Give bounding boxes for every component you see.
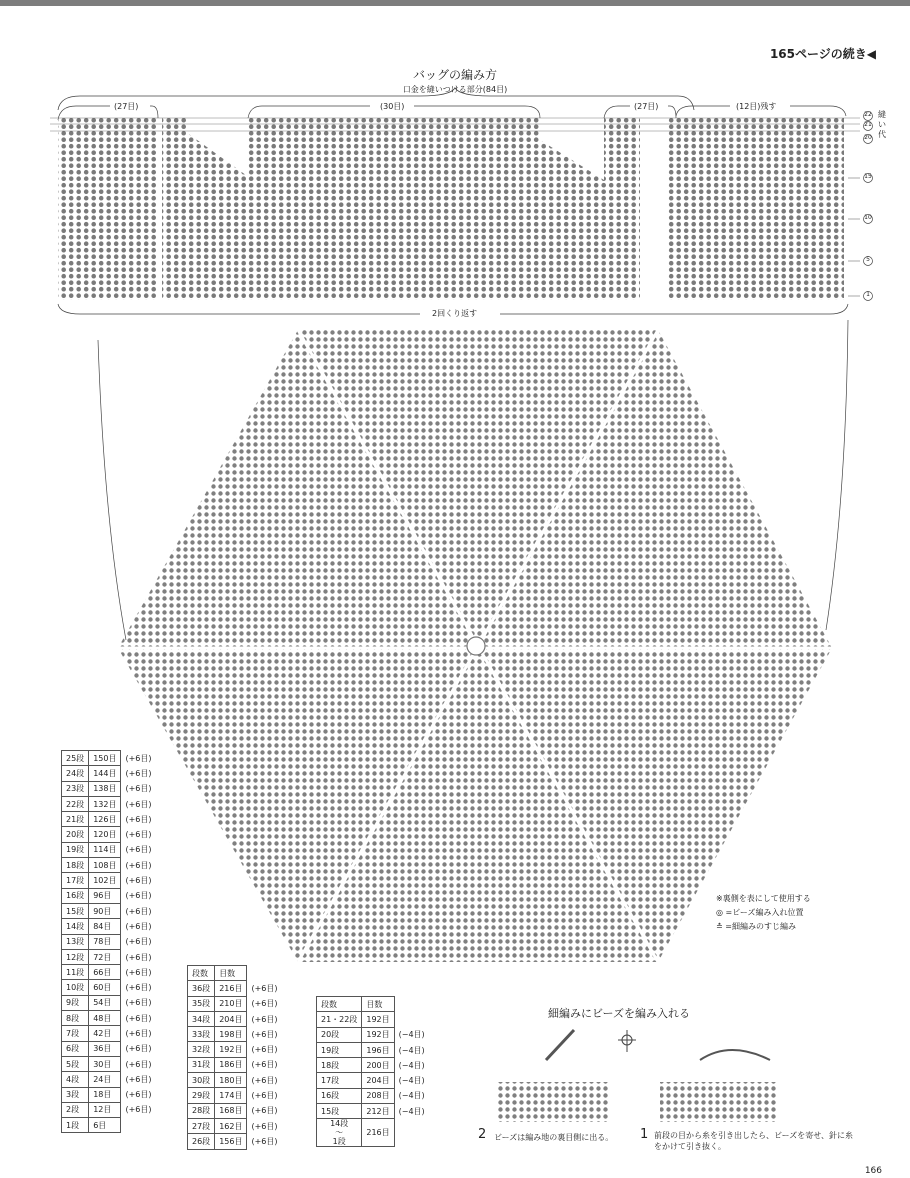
increase: (+6目) — [125, 1044, 152, 1054]
stitch-count: 42目 — [89, 1026, 121, 1041]
repeat-label: 2回くり返す — [432, 309, 478, 318]
dim-27-right: (27目) — [634, 102, 659, 111]
stitch-count: 156目 — [215, 1134, 247, 1149]
row-label: 16段 — [317, 1088, 362, 1103]
row-label: 1段 — [62, 1118, 89, 1133]
table-row — [188, 1103, 283, 1118]
table-row — [62, 995, 157, 1010]
increase: (+6目) — [125, 1074, 152, 1084]
row-22: 22 — [864, 111, 872, 118]
row-label: 6段 — [62, 1041, 89, 1056]
table-row — [188, 1134, 283, 1149]
row-label: 27段 — [188, 1118, 215, 1133]
increase: (+6目) — [125, 860, 152, 870]
continued-note: 165ページの続き◀ — [769, 47, 876, 61]
chart-title: バッグの編み方 — [412, 68, 497, 82]
increase: (+6目) — [251, 1014, 278, 1024]
stitch-count: 204目 — [362, 1073, 394, 1088]
increase: (+6目) — [251, 999, 278, 1009]
table-header — [188, 966, 283, 981]
stitch-count: 192目 — [215, 1042, 247, 1057]
row-label: 20段 — [62, 827, 89, 842]
header-count: 目数 — [215, 966, 247, 981]
increase: (−4目) — [398, 1076, 425, 1086]
stitch-count: 78目 — [89, 934, 121, 949]
row-label: 31段 — [188, 1057, 215, 1072]
table-row — [62, 766, 157, 781]
increase: (+6目) — [125, 1105, 152, 1115]
stitch-count: 36目 — [89, 1041, 121, 1056]
stitch-count: 66目 — [89, 965, 121, 980]
row-label: 19段 — [62, 842, 89, 857]
table-row — [188, 1073, 283, 1088]
row-label: 11段 — [62, 965, 89, 980]
row-label: 15段 — [62, 903, 89, 918]
row-label: 9段 — [62, 995, 89, 1010]
table-row — [62, 919, 157, 934]
table-row — [317, 1058, 430, 1073]
stitch-count: 24目 — [89, 1072, 121, 1087]
increase — [394, 1012, 429, 1027]
row-label: 26段 — [188, 1134, 215, 1149]
stitch-count: 212目 — [362, 1104, 394, 1119]
row-label: 17段 — [317, 1073, 362, 1088]
table-row — [62, 1056, 157, 1071]
row-10: 10 — [864, 214, 872, 221]
table-row — [62, 980, 157, 995]
increase: (+6目) — [125, 906, 152, 916]
row-label: 36段 — [188, 981, 215, 996]
increase: (+6目) — [125, 1090, 152, 1100]
stitch-count: 54目 — [89, 995, 121, 1010]
stitch-count: 120目 — [89, 827, 121, 842]
rows-table-1 — [61, 750, 157, 1133]
row-label: 14段 — [62, 919, 89, 934]
legend-note: ※裏側を表にして使用する — [716, 894, 811, 903]
table-row — [317, 1104, 430, 1119]
row-label: 10段 — [62, 980, 89, 995]
row-label — [317, 1119, 362, 1147]
increase: (−4目) — [398, 1045, 425, 1055]
table-row — [62, 873, 157, 888]
stitch-count: 138目 — [89, 781, 121, 796]
rows-table-2 — [187, 965, 283, 1150]
increase: (+6目) — [125, 891, 152, 901]
table-row — [317, 1119, 430, 1147]
increase: (+6目) — [125, 799, 152, 809]
increase: (−4目) — [398, 1106, 425, 1116]
increase: (+6目) — [125, 998, 152, 1008]
dim-30: (30目) — [380, 102, 405, 111]
row-label-part: 14段 — [330, 1119, 349, 1129]
stitch-count: 162目 — [215, 1118, 247, 1133]
row-label: 32段 — [188, 1042, 215, 1057]
table-row — [62, 1087, 157, 1102]
row-label: 34段 — [188, 1011, 215, 1026]
row-label: 16段 — [62, 888, 89, 903]
increase: (+6目) — [251, 1075, 278, 1085]
stitch-count: 126目 — [89, 812, 121, 827]
stitch-count: 210目 — [215, 996, 247, 1011]
table-row — [188, 981, 283, 996]
increase: (+6目) — [251, 1091, 278, 1101]
table-row — [62, 1011, 157, 1026]
table-row — [62, 903, 157, 918]
row-1: 1 — [866, 291, 870, 298]
increase: (+6目) — [125, 921, 152, 931]
increase: (+6目) — [125, 784, 152, 794]
increase: (+6目) — [125, 1028, 152, 1038]
row-label: 15段 — [317, 1104, 362, 1119]
row-label: 25段 — [62, 751, 89, 766]
row-label: 28段 — [188, 1103, 215, 1118]
stitch-count: 12目 — [89, 1102, 121, 1117]
row-label-part: 〜 — [335, 1128, 344, 1138]
row-label: 35段 — [188, 996, 215, 1011]
table-row — [317, 1088, 430, 1103]
stitch-count: 192目 — [362, 1012, 394, 1027]
row-label: 24段 — [62, 766, 89, 781]
row-15: 15 — [864, 173, 872, 180]
row-label: 13段 — [62, 934, 89, 949]
header-count: 目数 — [362, 997, 394, 1012]
table-row — [62, 796, 157, 811]
increase: (−4目) — [398, 1030, 425, 1040]
stitch-count: 6目 — [89, 1118, 121, 1133]
row-label: 23段 — [62, 781, 89, 796]
row-label: 21段 — [62, 812, 89, 827]
stitch-count: 114目 — [89, 842, 121, 857]
step-1-number: 1 — [640, 1127, 649, 1142]
table-row — [317, 1027, 430, 1042]
step-2-text: ビーズは編み地の裏目側に出る。 — [494, 1133, 614, 1142]
stitch-count: 198目 — [215, 1027, 247, 1042]
row-label: 8段 — [62, 1011, 89, 1026]
dim-12: (12目)残す — [736, 102, 777, 111]
table-row — [62, 1026, 157, 1041]
increase: (+6目) — [251, 1136, 278, 1146]
table-row — [62, 965, 157, 980]
row-label: 4段 — [62, 1072, 89, 1087]
stitch-count: 208目 — [362, 1088, 394, 1103]
table-row — [188, 1011, 283, 1026]
table-row — [62, 751, 157, 766]
stitch-count: 200目 — [362, 1058, 394, 1073]
stitch-count: 84目 — [89, 919, 121, 934]
table-row — [62, 1072, 157, 1087]
stitch-count: 60目 — [89, 980, 121, 995]
table-row — [317, 1042, 430, 1057]
stitch-count: 18目 — [89, 1087, 121, 1102]
stitch-count: 216目 — [362, 1119, 394, 1147]
header-row: 段数 — [317, 997, 362, 1012]
table-row — [62, 949, 157, 964]
row-label: 30段 — [188, 1073, 215, 1088]
table-row — [62, 888, 157, 903]
increase: (+6目) — [251, 1060, 278, 1070]
side-label: 縫い代 — [878, 110, 886, 139]
table-row — [62, 1041, 157, 1056]
table-row — [62, 812, 157, 827]
table-row — [62, 781, 157, 796]
row-label: 18段 — [62, 858, 89, 873]
row-label: 5段 — [62, 1056, 89, 1071]
legend-sc: ≛ =細編みのすじ編み — [716, 922, 796, 931]
legend — [716, 892, 811, 934]
dim-27-left: (27目) — [114, 102, 139, 111]
increase: (+6目) — [125, 830, 152, 840]
stitch-count: 132目 — [89, 796, 121, 811]
stitch-count: 90目 — [89, 903, 121, 918]
chart-subtitle: 口金を縫いつける部分(84目) — [402, 85, 508, 94]
increase: (+6目) — [251, 1029, 278, 1039]
table-row — [188, 1027, 283, 1042]
table-row — [62, 934, 157, 949]
row-label: 33段 — [188, 1027, 215, 1042]
increase: (−4目) — [398, 1091, 425, 1101]
row-label: 21・22段 — [317, 1012, 362, 1027]
increase: (+6目) — [251, 1106, 278, 1116]
stitch-count: 144目 — [89, 766, 121, 781]
table-row — [62, 858, 157, 873]
increase: (+6目) — [125, 845, 152, 855]
rows-table-3 — [316, 996, 430, 1147]
increase: (+6目) — [125, 983, 152, 993]
increase: (+6目) — [251, 1121, 278, 1131]
increase: (+6目) — [251, 1045, 278, 1055]
table-row — [188, 996, 283, 1011]
increase: (−4目) — [398, 1060, 425, 1070]
increase: (+6目) — [125, 768, 152, 778]
table-row — [188, 1042, 283, 1057]
stitch-count: 108目 — [89, 858, 121, 873]
stitch-count: 196目 — [362, 1042, 394, 1057]
table-row — [317, 1012, 430, 1027]
stitch-count: 216目 — [215, 981, 247, 996]
increase: (+6目) — [125, 814, 152, 824]
table-row — [62, 827, 157, 842]
increase: (+6目) — [125, 967, 152, 977]
increase: (+6目) — [125, 1059, 152, 1069]
table-row — [317, 1073, 430, 1088]
stitch-count: 30目 — [89, 1056, 121, 1071]
table-row — [188, 1057, 283, 1072]
row-5: 5 — [866, 256, 870, 263]
stitch-count: 174目 — [215, 1088, 247, 1103]
step-1-text: 前段の目から糸を引き出したら、ビーズを寄せ、針に糸をかけて引き抜く。 — [654, 1131, 854, 1151]
page-number: 166 — [864, 1166, 882, 1176]
table-row — [188, 1118, 283, 1133]
row-label: 22段 — [62, 796, 89, 811]
row-label: 18段 — [317, 1058, 362, 1073]
stitch-count: 204目 — [215, 1011, 247, 1026]
increase: (+6目) — [125, 1013, 152, 1023]
row-label: 2段 — [62, 1102, 89, 1117]
stitch-count: 150目 — [89, 751, 121, 766]
legend-bead: ◎ =ビーズ編み入れ位置 — [716, 908, 804, 917]
table-row — [62, 842, 157, 857]
increase: (+6目) — [125, 753, 152, 763]
stitch-count: 186目 — [215, 1057, 247, 1072]
increase — [121, 1118, 156, 1133]
stitch-count: 48目 — [89, 1011, 121, 1026]
stitch-count: 180目 — [215, 1073, 247, 1088]
header-row: 段数 — [188, 966, 215, 981]
row-label: 20段 — [317, 1027, 362, 1042]
increase: (+6目) — [125, 952, 152, 962]
table-row — [62, 1102, 157, 1117]
increase: (+6目) — [251, 983, 278, 993]
table-row — [188, 1088, 283, 1103]
row-label: 17段 — [62, 873, 89, 888]
row-label: 12段 — [62, 949, 89, 964]
increase: (+6目) — [125, 876, 152, 886]
step-2-number: 2 — [478, 1127, 487, 1142]
howto-title: 細編みにビーズを編み入れる — [548, 1007, 691, 1020]
row-21: 21 — [864, 121, 872, 128]
table-row — [62, 1118, 157, 1133]
table-header — [317, 997, 430, 1012]
row-label: 29段 — [188, 1088, 215, 1103]
stitch-count: 192目 — [362, 1027, 394, 1042]
stitch-count: 168目 — [215, 1103, 247, 1118]
stitch-count: 96目 — [89, 888, 121, 903]
row-label: 7段 — [62, 1026, 89, 1041]
row-label-part: 1段 — [332, 1137, 346, 1147]
row-20: 20 — [864, 134, 872, 141]
stitch-count: 102目 — [89, 873, 121, 888]
stitch-count: 72目 — [89, 949, 121, 964]
row-label: 3段 — [62, 1087, 89, 1102]
increase: (+6目) — [125, 937, 152, 947]
row-label: 19段 — [317, 1042, 362, 1057]
